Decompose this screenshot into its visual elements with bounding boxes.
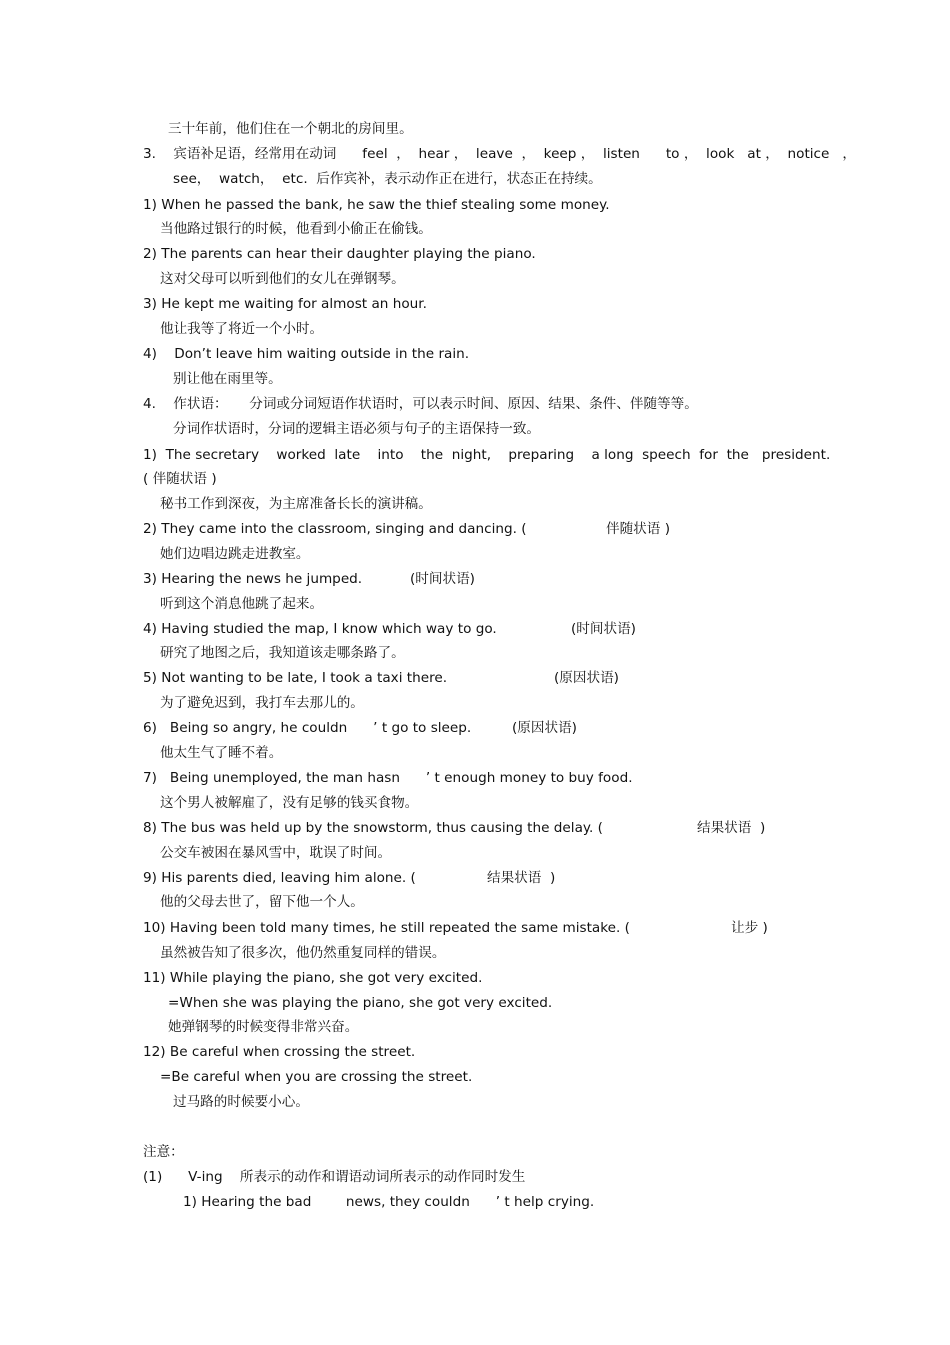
example-sentence: =Be careful when you are crossing the street. [160, 1069, 473, 1085]
example-sentence: 1) Hearing the bad news, they couldn ’ t help crying. [183, 1194, 595, 1210]
example-sentence: 10) Having been told many times, he still repeated the same mistake. ( [143, 920, 630, 936]
translation-line: 他太生气了睡不着。 [160, 745, 283, 761]
translation-line: 当他路过银行的时候，他看到小偷正在偷钱。 [160, 221, 432, 237]
translation-line: 别让他在雨里等。 [173, 371, 282, 387]
example-sentence: 5) Not wanting to be late, I took a taxi there. [143, 670, 448, 686]
example-sentence: 2) The parents can hear their daughter playing the piano. [143, 246, 536, 262]
translation-line: 这对父母可以听到他们的女儿在弹钢琴。 [160, 271, 405, 287]
section-4-heading: 4. 作状语： 分词或分词短语作状语时，可以表示时间、原因、结果、条件、伴随等等。 [143, 396, 698, 412]
example-sentence: 3) Hearing the news he jumped. [143, 571, 363, 587]
label-tag: 伴随状语 ) [606, 521, 670, 537]
label-tag: 结果状语 ) [487, 870, 556, 886]
text-line: see， watch， etc. 后作宾补，表示动作正在进行，状态正在持续。 [173, 171, 602, 187]
label-tag: 让步 ) [731, 920, 768, 936]
example-sentence: 6) Being so angry, he couldn ’ t go to sleep. [143, 720, 472, 736]
translation-line: 虽然被告知了很多次，他仍然重复同样的错误。 [160, 945, 446, 961]
example-sentence: 1) The secretary worked late into the night, preparing a long speech for the president. [143, 447, 831, 463]
label-tag: ( 伴随状语 ) [143, 471, 217, 487]
example-sentence: 4) Having studied the map, I know which way to go. [143, 621, 497, 637]
translation-line: 他的父母去世了，留下他一个人。 [160, 894, 364, 910]
label-tag: (原因状语) [512, 720, 577, 736]
example-sentence: =When she was playing the piano, she got very excited. [168, 995, 553, 1011]
example-sentence: 3) He kept me waiting for almost an hour. [143, 296, 427, 312]
example-sentence: 9) His parents died, leaving him alone. ( [143, 870, 416, 886]
example-sentence: 12) Be careful when crossing the street. [143, 1044, 416, 1060]
example-sentence: 11) While playing the piano, she got very excited. [143, 970, 483, 986]
translation-line: 过马路的时候要小心。 [173, 1094, 309, 1110]
translation-line: 这个男人被解雇了，没有足够的钱买食物。 [160, 795, 419, 811]
translation-line: 她们边唱边跳走进教室。 [160, 546, 310, 562]
translation-line: 研究了地图之后，我知道该走哪条路了。 [160, 645, 405, 661]
translation-line: 公交车被困在暴风雪中，耽误了时间。 [160, 845, 392, 861]
example-sentence: 1) When he passed the bank, he saw the thief stealing some money. [143, 197, 610, 213]
text-line: 三十年前，他们住在一个朝北的房间里。 [168, 121, 413, 137]
translation-line: 听到这个消息他跳了起来。 [160, 596, 324, 612]
translation-line: 为了避免迟到，我打车去那儿的。 [160, 695, 364, 711]
example-sentence: 7) Being unemployed, the man hasn ’ t enough money to buy food. [143, 770, 633, 786]
label-tag: 结果状语 ) [697, 820, 766, 836]
translation-line: 秘书工作到深夜，为主席准备长长的演讲稿。 [160, 496, 432, 512]
example-sentence: 2) They came into the classroom, singing and dancing. ( [143, 521, 527, 537]
example-sentence: 8) The bus was held up by the snowstorm, thus causing the delay. ( [143, 820, 603, 836]
label-tag: (时间状语) [410, 571, 475, 587]
note-heading: 注意： [143, 1144, 184, 1160]
translation-line: 她弹钢琴的时候变得非常兴奋。 [168, 1019, 359, 1035]
translation-line: 他让我等了将近一个小时。 [160, 321, 324, 337]
label-tag: (原因状语) [554, 670, 619, 686]
note-item: (1) V-ing 所表示的动作和谓语动词所表示的动作同时发生 [143, 1169, 526, 1185]
text-line: 分词作状语时，分词的逻辑主语必须与句子的主语保持一致。 [173, 421, 541, 437]
example-sentence: 4) Don’t leave him waiting outside in the rain. [143, 346, 470, 362]
section-3-heading: 3. 宾语补足语，经常用在动词 feel ， hear ， leave ， keep ， listen to ， look at ， notice ， [143, 146, 856, 162]
label-tag: (时间状语) [571, 621, 636, 637]
